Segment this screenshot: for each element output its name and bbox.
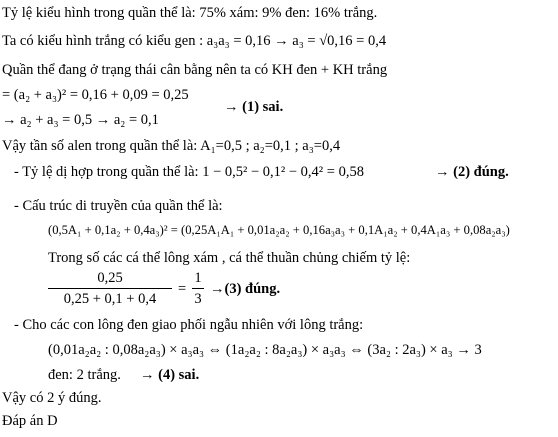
conclusion-line: Vậy có 2 ý đúng. <box>2 390 102 406</box>
cross-ratio: đen: 2 trắng. <box>48 367 121 383</box>
statement-1-result: → (1) sai. <box>224 99 284 115</box>
result-fraction <box>192 270 204 307</box>
heterozygote-line: - Tỷ lệ dị hợp trong quần thể là: 1 − 0,5² − 0,1² − 0,4² = 0,58 <box>14 164 364 180</box>
equation-line: = (a₂ + a₃)² = 0,16 + 0,09 = 0,25 <box>2 87 189 103</box>
fraction-numerator: 0,25 <box>97 270 123 286</box>
phenotype-ratio-line: Tỷ lệ kiểu hình trong quần thể là: 75% xám: 9% đen: 16% trắng. <box>2 5 378 21</box>
genetic-structure-heading: - Cấu trúc di truyền của quần thể là: <box>14 198 223 214</box>
statement-2-result: → (2) đúng. <box>435 164 509 180</box>
fraction-denominator: 0,25 + 0,1 + 0,4 <box>63 291 157 307</box>
statement-3-result: →(3) đúng. <box>210 281 281 297</box>
result-denominator: 3 <box>194 291 202 307</box>
result-numerator: 1 <box>194 270 202 286</box>
cross-equation: (0,01a₂a₂ : 0,08a₂a₃) × a₃a₃ ⇔ (1a₂a₂ : 8a₂a₃) × a₃a₃ ⇔ (3a₂ : 2a₃) × a₃ → 3 <box>48 342 482 358</box>
fraction-equals: = <box>178 281 187 297</box>
answer-line: Đáp án D <box>2 413 58 429</box>
cross-heading: - Cho các con lông đen giao phối ngẫu nhiên với lông trắng: <box>14 317 364 333</box>
equilibrium-line: Quần thể đang ở trạng thái cân bằng nên ta có KH đen + KH trắng <box>2 62 388 78</box>
white-genotype-line: Ta có kiểu hình trắng có kiểu gen : a₃a₃ = 0,16 → a₃ = √0,16 = 0,4 <box>2 33 387 49</box>
purebred-fraction <box>48 270 172 307</box>
statement-4-result: → (4) sai. <box>140 367 200 383</box>
grey-purebred-line: Trong số các cá thể lông xám , cá thể thuần chủng chiếm tỷ lệ: <box>48 250 411 266</box>
allele-frequency-line: Vậy tần số alen trong quần thể là: A₁=0,5 ; a₂=0,1 ; a₃=0,4 <box>2 138 341 154</box>
allele-result-line: → a₂ + a₃ = 0,5 → a₂ = 0,1 <box>2 112 159 128</box>
genetic-structure-equation: (0,5A₁ + 0,1a₂ + 0,4a₃)² = (0,25A₁A₁ + 0,01a₂a₂ + 0,16a₃a₃ + 0,1A₁a₂ + 0,4A₁a₃ + 0,08a₂a₃) <box>48 223 510 237</box>
